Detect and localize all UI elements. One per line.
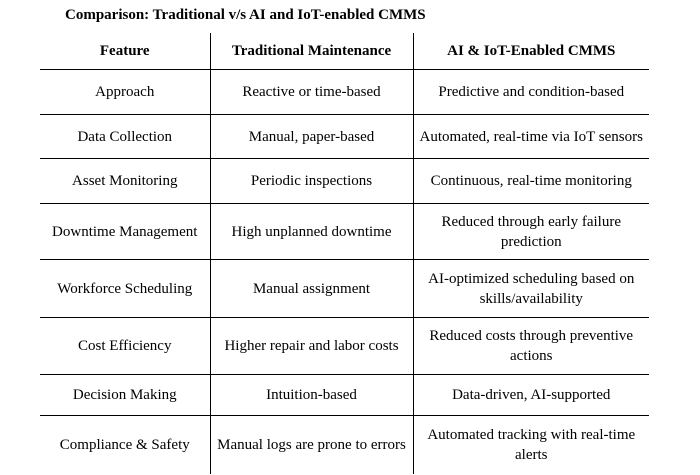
table-row <box>40 204 649 260</box>
table-row <box>40 375 649 416</box>
traditional-cell: Manual, paper-based <box>210 115 413 159</box>
feature-cell: Asset Monitoring <box>40 159 210 204</box>
traditional-cell: Manual logs are prone to errors <box>210 416 413 474</box>
ai-iot-cell: Reduced costs through preventive actions <box>413 318 649 375</box>
table-row <box>40 318 649 375</box>
header-row <box>40 33 649 70</box>
ai-iot-cell: Data-driven, AI-supported <box>413 375 649 416</box>
feature-cell: Approach <box>40 70 210 115</box>
traditional-cell: Higher repair and labor costs <box>210 318 413 375</box>
table-row <box>40 159 649 204</box>
table-row <box>40 115 649 159</box>
header-ai-iot: AI & IoT-Enabled CMMS <box>413 33 649 70</box>
feature-cell: Data Collection <box>40 115 210 159</box>
feature-cell: Decision Making <box>40 375 210 416</box>
traditional-cell: Periodic inspections <box>210 159 413 204</box>
ai-iot-cell: Reduced through early failure prediction <box>413 204 649 260</box>
header-feature: Feature <box>40 33 210 70</box>
comparison-table <box>40 33 649 474</box>
table-row <box>40 416 649 474</box>
table-title: Comparison: Traditional v/s AI and IoT-enabled CMMS <box>65 7 426 23</box>
traditional-cell: High unplanned downtime <box>210 204 413 260</box>
traditional-cell: Reactive or time-based <box>210 70 413 115</box>
feature-cell: Downtime Management <box>40 204 210 260</box>
table-row <box>40 260 649 318</box>
ai-iot-cell: Predictive and condition-based <box>413 70 649 115</box>
feature-cell: Workforce Scheduling <box>40 260 210 318</box>
table-row <box>40 70 649 115</box>
ai-iot-cell: AI-optimized scheduling based on skills/availability <box>413 260 649 318</box>
feature-cell: Cost Efficiency <box>40 318 210 375</box>
feature-cell: Compliance & Safety <box>59 436 190 453</box>
header-traditional: Traditional Maintenance <box>210 33 413 70</box>
ai-iot-cell: Automated tracking with real-time alerts <box>413 416 649 474</box>
ai-iot-cell: Continuous, real-time monitoring <box>413 159 649 204</box>
ai-iot-cell: Automated, real-time via IoT sensors <box>413 115 649 159</box>
traditional-cell: Manual assignment <box>210 260 413 318</box>
traditional-cell: Intuition-based <box>210 375 413 416</box>
